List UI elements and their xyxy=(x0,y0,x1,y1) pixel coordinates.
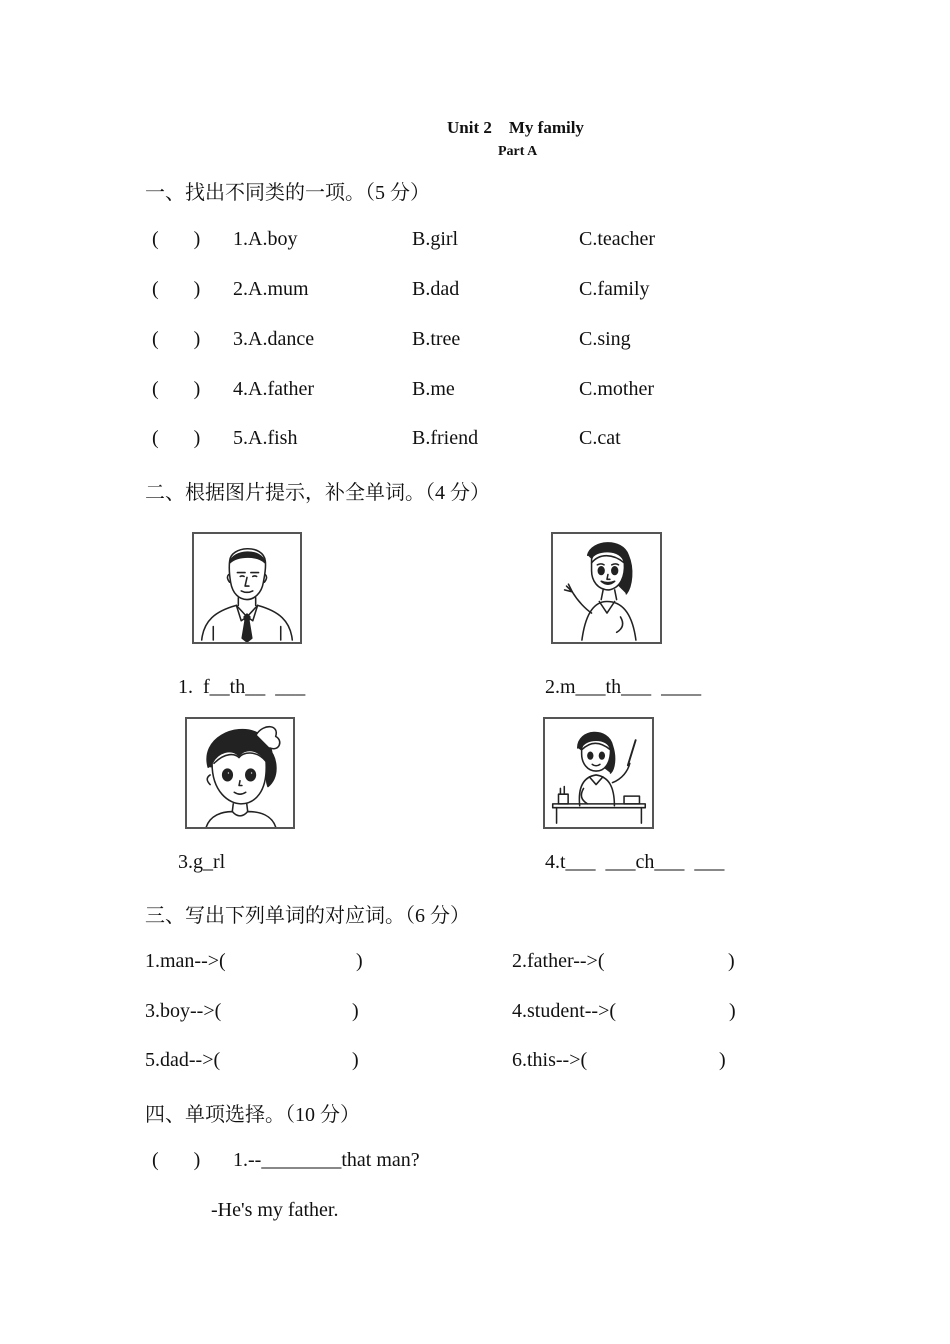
pair-close-3: ) xyxy=(352,1000,359,1022)
answer-paren[interactable]: ( ) xyxy=(152,228,201,250)
answer-paren[interactable]: ( ) xyxy=(152,1149,201,1171)
option-b: B.dad xyxy=(412,278,460,300)
question-prompt-end: that man? xyxy=(341,1149,420,1171)
section-heading: 一、找出不同类的一项。（5 分） xyxy=(145,182,430,204)
section-heading: 四、单项选择。（10 分） xyxy=(145,1104,360,1126)
pair-word-3: 3.boy-->( xyxy=(145,1000,222,1022)
page-title: Unit 2 My family xyxy=(447,118,584,137)
fill-word-1[interactable]: 1. f__th__ ___ xyxy=(178,676,306,698)
fill-word-3[interactable]: 3.g_rl xyxy=(178,851,226,873)
teacher-at-desk-icon xyxy=(543,717,654,829)
option-c: C.sing xyxy=(579,328,631,350)
pair-close-4: ) xyxy=(729,1000,736,1022)
pair-word-5: 5.dad-->( xyxy=(145,1049,221,1071)
option-a: 5.A.fish xyxy=(233,427,298,449)
fill-word-2[interactable]: 2.m___th___ ____ xyxy=(545,676,702,698)
question-prompt-start: 1.-- xyxy=(233,1149,262,1171)
question-answer: -He's my father. xyxy=(211,1199,339,1221)
option-c: C.cat xyxy=(579,427,621,449)
answer-paren[interactable]: ( ) xyxy=(152,378,201,400)
answer-paren[interactable]: ( ) xyxy=(152,328,201,350)
pair-close-2: ) xyxy=(728,950,735,972)
pair-close-5: ) xyxy=(352,1049,359,1071)
girl-face-icon xyxy=(185,717,295,829)
option-b: B.friend xyxy=(412,427,479,449)
option-a: 4.A.father xyxy=(233,378,315,400)
woman-pointing-icon xyxy=(551,532,662,644)
option-c: C.mother xyxy=(579,378,654,400)
pair-word-6: 6.this-->( xyxy=(512,1049,588,1071)
fill-word-4[interactable]: 4.t___ ___ch___ ___ xyxy=(545,851,725,873)
option-b: B.tree xyxy=(412,328,461,350)
answer-paren[interactable]: ( ) xyxy=(152,427,201,449)
section-heading: 二、根据图片提示，补全单词。（4 分） xyxy=(145,482,490,504)
question-blank[interactable]: ________ xyxy=(261,1149,342,1171)
option-a: 1.A.boy xyxy=(233,228,298,250)
page-subtitle: Part A xyxy=(498,144,538,159)
man-in-suit-icon xyxy=(192,532,302,644)
pair-close-6: ) xyxy=(719,1049,726,1071)
section-heading: 三、写出下列单词的对应词。（6 分） xyxy=(145,905,470,927)
pair-word-4: 4.student-->( xyxy=(512,1000,617,1022)
option-a: 3.A.dance xyxy=(233,328,315,350)
pair-word-1: 1.man-->( xyxy=(145,950,226,972)
option-b: B.me xyxy=(412,378,455,400)
answer-paren[interactable]: ( ) xyxy=(152,278,201,300)
pair-close-1: ) xyxy=(356,950,363,972)
pair-word-2: 2.father-->( xyxy=(512,950,605,972)
option-c: C.family xyxy=(579,278,650,300)
option-b: B.girl xyxy=(412,228,459,250)
option-c: C.teacher xyxy=(579,228,656,250)
question-prompt xyxy=(233,1149,420,1172)
option-a: 2.A.mum xyxy=(233,278,309,300)
